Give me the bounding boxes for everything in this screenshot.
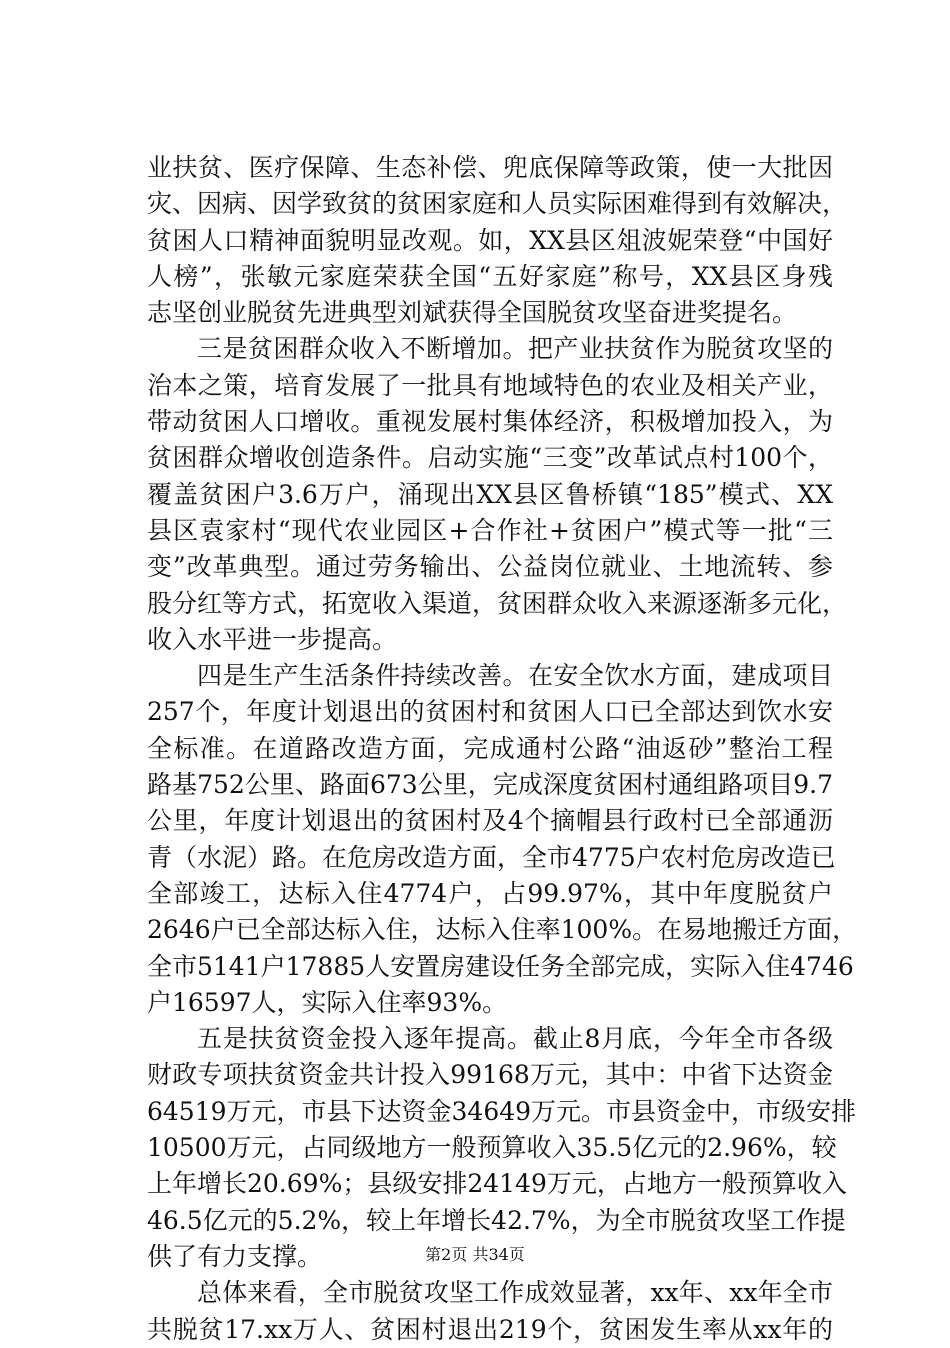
text-line: 业扶贫、医疗保障、生态补偿、兜底保障等政策，使一大批因 bbox=[147, 153, 833, 182]
text-line: 覆盖贫困户3.6万户，涌现出XX县区鲁桥镇“185”模式、XX bbox=[147, 479, 833, 509]
text-line: 治本之策，培育发展了一批具有地域特色的农业及相关产业， bbox=[147, 370, 833, 400]
document-body bbox=[147, 150, 858, 1348]
text-line: 257个，年度计划退出的贫困村和贫困人口已全部达到饮水安 bbox=[147, 697, 833, 727]
text-line: 10500万元，占同级地方一般预算收入35.5亿元的2.96%，较 bbox=[147, 1133, 837, 1163]
text-line: 收入水平进一步提高。 bbox=[147, 624, 398, 654]
text-line: 供了有力支撑。 bbox=[147, 1241, 323, 1271]
text-line: 青（水泥）路。在危房改造方面，全市4775户农村危房改造已 bbox=[147, 842, 836, 872]
text-line: 股分红等方式，拓宽收入渠道，贫困群众收入来源逐渐多元化， bbox=[147, 588, 848, 618]
paragraph-start-line: 五是扶贫资金投入逐年提高。截止8月底，今年全市各级 bbox=[197, 1024, 833, 1054]
text-line: 变”改革典型。通过劳务输出、公益岗位就业、土地流转、参 bbox=[147, 552, 833, 582]
text-line: 路基752公里、路面673公里，完成深度贫困村通组路项目9.7 bbox=[147, 770, 833, 800]
text-line: 2646户已全部达标入住，达标入住率100%。在易地搬迁方面， bbox=[147, 915, 858, 945]
text-line: 贫困群众增收创造条件。启动实施“三变”改革试点村100个， bbox=[147, 443, 833, 473]
text-line: 全部竣工，达标入住4774户，占99.97%，其中年度脱贫户 bbox=[147, 878, 833, 908]
text-line: 上年增长20.69%；县级安排24149万元，占地方一般预算收入 bbox=[147, 1169, 847, 1199]
text-line: 户16597人，实际入住率93%。 bbox=[147, 987, 508, 1017]
text-line: 贫困人口精神面貌明显改观。如，XX县区俎波妮荣登“中国好 bbox=[147, 225, 833, 255]
text-line: 人榜”，张敏元家庭荣获全国“五好家庭”称号，XX县区身残 bbox=[147, 261, 833, 291]
text-line: 全标准。在道路改造方面，完成通村公路“油返砂”整治工程 bbox=[147, 733, 833, 763]
text-line: 财政专项扶贫资金共计投入99168万元，其中：中省下达资金 bbox=[147, 1060, 833, 1090]
paragraph-start-line: 三是贫困群众收入不断增加。把产业扶贫作为脱贫攻坚的 bbox=[197, 334, 833, 364]
text-line: 灾、因病、因学致贫的贫困家庭和人员实际困难得到有效解决， bbox=[147, 189, 848, 219]
text-line: 志坚创业脱贫先进典型刘斌获得全国脱贫攻坚奋进奖提名。 bbox=[147, 298, 798, 328]
text-line: 县区袁家村“现代农业园区+合作社+贫困户”模式等一批“三 bbox=[147, 515, 833, 545]
page-number-footer: 第2页 共34页 bbox=[425, 1245, 525, 1264]
text-line: 全市5141户17885人安置房建设任务全部完成，实际入住4746 bbox=[147, 951, 854, 981]
text-line: 公里，年度计划退出的贫困村及4个摘帽县行政村已全部通沥 bbox=[147, 806, 833, 836]
text-line: 46.5亿元的5.2%，较上年增长42.7%，为全市脱贫攻坚工作提 bbox=[147, 1205, 846, 1235]
paragraph-start-line: 总体来看，全市脱贫攻坚工作成效显著，xx年、xx年全市 bbox=[197, 1278, 833, 1308]
text-line: 共脱贫17.xx万人、贫困村退出219个，贫困发生率从xx年的 bbox=[147, 1314, 833, 1344]
text-line: 64519万元，市县下达资金34649万元。市县资金中，市级安排 bbox=[147, 1096, 857, 1126]
paragraph-start-line: 四是生产生活条件持续改善。在安全饮水方面，建成项目 bbox=[197, 661, 833, 691]
text-line: 带动贫困人口增收。重视发展村集体经济，积极增加投入，为 bbox=[147, 407, 833, 437]
